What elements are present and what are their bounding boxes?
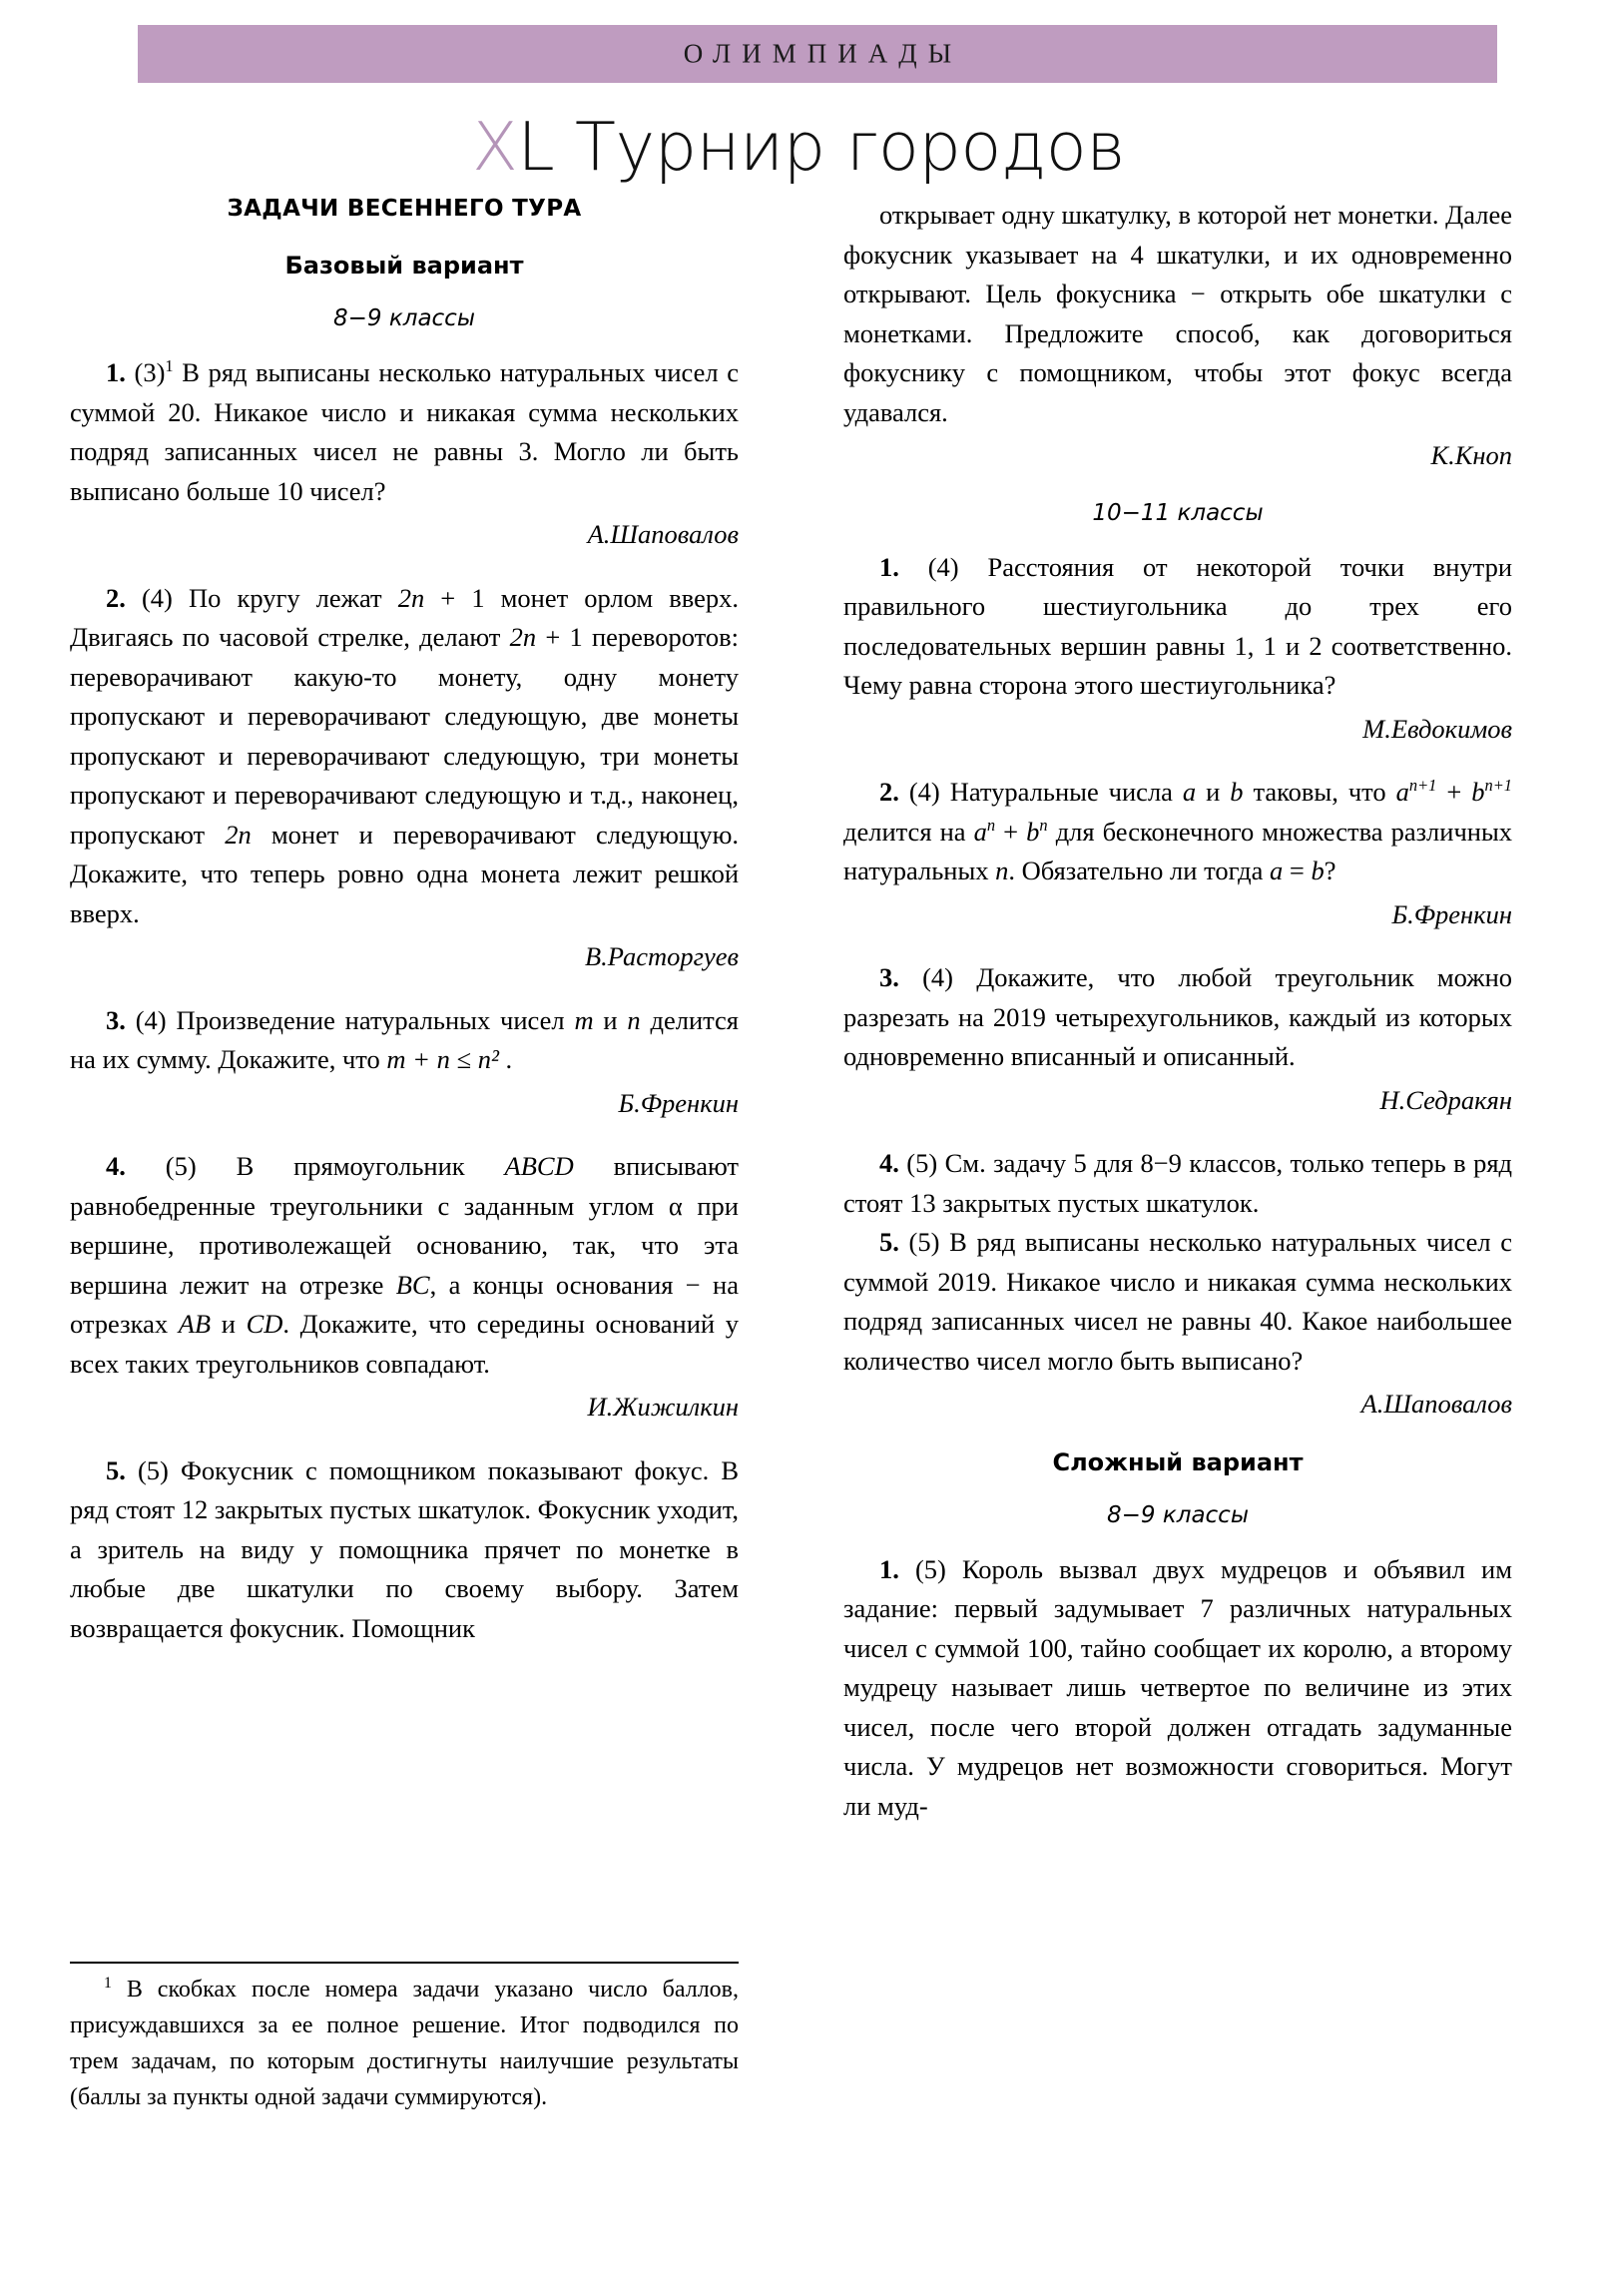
problem-10-11-2-text-5: для бесконечного множества различных натуральных <box>843 816 1513 885</box>
problem-3-text-2: и <box>593 1004 628 1035</box>
title-roman-x: X <box>472 108 518 186</box>
problem-2 <box>70 579 739 934</box>
title-roman-rest: L Турнир городов <box>517 108 1125 186</box>
problem-4-math-2: BC <box>395 1269 430 1300</box>
footnote-number: 1 <box>104 1975 112 1992</box>
problem-3-author: Б.Френкин <box>618 1087 739 1118</box>
problem-hard-1-number: 1. <box>879 1553 899 1584</box>
grades-heading-10-11: 10−11 классы <box>1092 499 1264 526</box>
problem-4-author: И.Жижилкин <box>587 1392 739 1422</box>
formula-b-n: b <box>1026 816 1040 847</box>
footnote-marker: 1 <box>165 356 174 376</box>
section-heading-spring-round: ЗАДАЧИ ВЕСЕННЕГО ТУРА <box>227 196 582 222</box>
problem-3-math-1: m <box>574 1004 594 1035</box>
formula-2-mid: + <box>995 816 1027 847</box>
problem-4-text-3: , а концы основания − на отрезках <box>70 1269 739 1339</box>
problem-5-number: 5. <box>106 1454 126 1485</box>
problem-4-points: (5) <box>165 1151 197 1181</box>
problem-3-text-1: Произведение натуральных чисел <box>176 1004 575 1035</box>
problem-2-text-3: + 1 переворотов: переворачивают какую-то монету, одну монету пропускают и переворачивают следующую, две монеты пропускают и переворачивают следующую, три монеты пропускают и переворачивают следующую и т.д., наконец, пропускают <box>70 622 739 850</box>
problem-2-text-2: + 1 монет орлом вверх. Двигаясь по часовой стрелке, делают <box>70 582 740 652</box>
problem-10-11-3-number: 3. <box>879 962 899 992</box>
problem-10-11-4-text: См. задачу 5 для 8−9 классов, только теперь в ряд стоят 13 закрытых пустых шкатулок. <box>843 1148 1513 1218</box>
problem-10-11-3-author: Н.Седракян <box>1379 1084 1512 1115</box>
problem-10-11-2-text-7: = <box>1283 856 1312 885</box>
problem-5-points: (5) <box>137 1454 169 1485</box>
formula-b-np1: b <box>1471 777 1485 807</box>
problem-10-11-2-math-4: a <box>1270 856 1284 885</box>
grades-heading-8-9-hard: 8−9 классы <box>1107 1501 1249 1528</box>
problem-4-text-4: и <box>211 1309 247 1339</box>
footnote-text-block <box>70 1972 739 2115</box>
problem-10-11-1-text: Расстояния от некоторой точки внутри правильного шестиугольника до трех его последовательных вершин равны 1, 1 и 2 соответственно. Чему равна сторона этого шестиугольника? <box>843 551 1513 700</box>
problem-4-number: 4. <box>106 1151 126 1181</box>
problem-hard-1 <box>843 1550 1512 1827</box>
problem-1-number: 1. <box>106 357 126 387</box>
problem-4 <box>70 1147 739 1384</box>
variant-heading-basic: Базовый вариант <box>284 252 524 280</box>
problem-3-text-4: . <box>498 1044 513 1074</box>
problem-1-points: (3) <box>134 357 166 387</box>
problem-10-11-2-math-5: b <box>1311 856 1325 885</box>
formula-b-n-exp: n <box>1039 815 1048 835</box>
olympiad-banner <box>138 25 1497 83</box>
variant-heading-hard: Сложный вариант <box>1052 1447 1304 1476</box>
problem-5 <box>70 1451 739 1649</box>
grades-heading-8-9: 8−9 классы <box>333 305 475 331</box>
problem-10-11-3 <box>843 958 1512 1077</box>
problem-2-text-1: По кругу лежат <box>188 582 398 613</box>
problem-10-11-2-author: Б.Френкин <box>1391 898 1512 929</box>
problem-10-11-4 <box>843 1144 1512 1223</box>
problem-4-text-1: В прямоугольник <box>236 1151 505 1181</box>
problem-10-11-2-points: (4) <box>908 777 940 807</box>
banner-label: ОЛИМПИАДЫ <box>683 38 963 69</box>
problem-1-text: В ряд выписаны несколько натуральных чисел с суммой 20. Никакое число и никакая сумма нескольких подряд записанных чисел не равны 3. Могло ли быть выписано больше 10 чисел? <box>70 357 739 506</box>
problem-10-11-2 <box>843 773 1512 891</box>
problem-10-11-4-points: (5) <box>906 1148 938 1178</box>
problem-10-11-5 <box>843 1223 1512 1381</box>
footnote-block <box>70 1962 739 2115</box>
problem-4-text-5: . Докажите, что середины оснований у всех таких треугольников совпадают. <box>70 1309 739 1379</box>
problem-2-text-4: монет и переворачивают следующую. Докажите, что теперь ровно одна монета лежит решкой вверх. <box>70 819 740 928</box>
problem-10-11-1-number: 1. <box>879 551 899 582</box>
problem-2-author: В.Расторгуев <box>584 941 739 971</box>
problem-10-11-5-number: 5. <box>879 1227 899 1257</box>
left-column <box>70 196 739 1652</box>
problem-10-11-1-author: М.Евдокимов <box>1362 713 1512 744</box>
problem-5-author: К.Кноп <box>1430 440 1512 470</box>
problem-4-math-3: AB <box>178 1309 212 1339</box>
problem-3-text-3: делится на их сумму. Докажите, что <box>70 1004 739 1074</box>
formula-b-np1-exp: n+1 <box>1484 776 1513 796</box>
problem-5-text: Фокусник с помощником показывают фокус. В ряд стоят 12 закрытых пустых шкатулок. Фокусник уходит, а зритель на виду у помощника прячет по монетке в любые две шкатулки по своему выбору. Затем возвращается фокусник. Помощник <box>70 1454 739 1643</box>
page-title <box>0 108 1597 186</box>
problem-2-points: (4) <box>141 582 173 613</box>
problem-3-math-2: n <box>627 1004 641 1035</box>
problem-hard-1-text: Король вызвал двух мудрецов и объявил им задание: первый задумывает 7 различных натуральных чисел с суммой 100, тайно сообщает их королю, а второму мудрецу называет лишь четвертое по величине из этих чисел, после чего второй должен отгадать задуманные числа. У мудрецов нет возможности сговориться. Могут ли муд- <box>843 1553 1512 1821</box>
formula-1-mid: + <box>1436 777 1472 807</box>
problem-10-11-2-math-3: n <box>995 856 1009 885</box>
problem-10-11-2-text-8: ? <box>1324 856 1336 885</box>
problem-10-11-1 <box>843 548 1512 706</box>
problem-4-text-2: вписывают равнобедренные треугольники с заданным углом α при вершине, противолежащей основанию, так, что эта вершина лежит на отрезке <box>70 1151 740 1300</box>
problem-3-number: 3. <box>106 1004 126 1035</box>
problem-3-formula: m + n ≤ n² <box>386 1044 499 1074</box>
right-column <box>843 196 1512 1830</box>
formula-a-n-exp: n <box>986 815 996 835</box>
problem-10-11-5-author: А.Шаповалов <box>1360 1389 1512 1419</box>
problem-10-11-2-number: 2. <box>879 777 899 807</box>
problem-10-11-5-points: (5) <box>908 1227 940 1257</box>
problem-10-11-4-number: 4. <box>879 1148 899 1178</box>
problem-10-11-2-math-1: a <box>1182 777 1197 807</box>
problem-3-points: (4) <box>135 1004 167 1035</box>
problem-1-author: А.Шаповалов <box>587 519 739 549</box>
problem-2-math-1: 2n <box>397 582 425 613</box>
footnote-text: В скобках после номера задачи указано число баллов, присуждавшихся за ее полное решение. Итог подводился по трем задачам, по которым достигнуты наилучшие результаты (баллы за пункты одной задачи суммируются). <box>70 1977 740 2110</box>
problem-10-11-2-text-4: делится на <box>843 816 974 847</box>
problem-hard-1-points: (5) <box>914 1553 946 1584</box>
formula-a-np1: a <box>1395 777 1409 807</box>
problem-2-math-3: 2n <box>225 819 252 850</box>
problem-10-11-2-text-6: . Обязательно ли тогда <box>1008 856 1270 885</box>
problem-4-math-1: ABCD <box>504 1151 574 1181</box>
problem-1 <box>70 353 739 511</box>
problem-5-continuation: открывает одну шкатулку, в которой нет монетки. Далее фокусник указывает на 4 шкатулки, и их одновременно открывают. Цель фокусника − открыть обе шкатулки с монетками. Предложите способ, как договориться фокуснику с помощником, чтобы этот фокус всегда удавался. <box>843 200 1512 427</box>
formula-a-n: a <box>973 816 987 847</box>
problem-10-11-2-text-1: Натуральные числа <box>949 777 1183 807</box>
problem-10-11-1-points: (4) <box>927 551 959 582</box>
footnote-divider <box>70 1962 739 1964</box>
problem-10-11-2-math-2: b <box>1230 777 1244 807</box>
problem-4-math-4: CD <box>246 1309 283 1339</box>
problem-10-11-3-text: Докажите, что любой треугольник можно разрезать на 2019 четырехугольников, каждый из которых одновременно вписанный и описанный. <box>843 962 1513 1071</box>
formula-a-np1-exp: n+1 <box>1408 776 1437 796</box>
problem-10-11-2-text-2: и <box>1196 777 1231 807</box>
problem-10-11-3-points: (4) <box>922 962 953 992</box>
problem-2-number: 2. <box>106 582 126 613</box>
problem-3 <box>70 1001 739 1080</box>
problem-10-11-2-text-3: таковы, что <box>1243 777 1396 807</box>
problem-2-math-2: 2n <box>509 622 537 652</box>
problem-10-11-5-text: В ряд выписаны несколько натуральных чисел с суммой 2019. Никакое число и никакая сумма нескольких подряд записанных чисел не равны 40. Какое наибольшее количество чисел могло быть выписано? <box>843 1227 1513 1376</box>
